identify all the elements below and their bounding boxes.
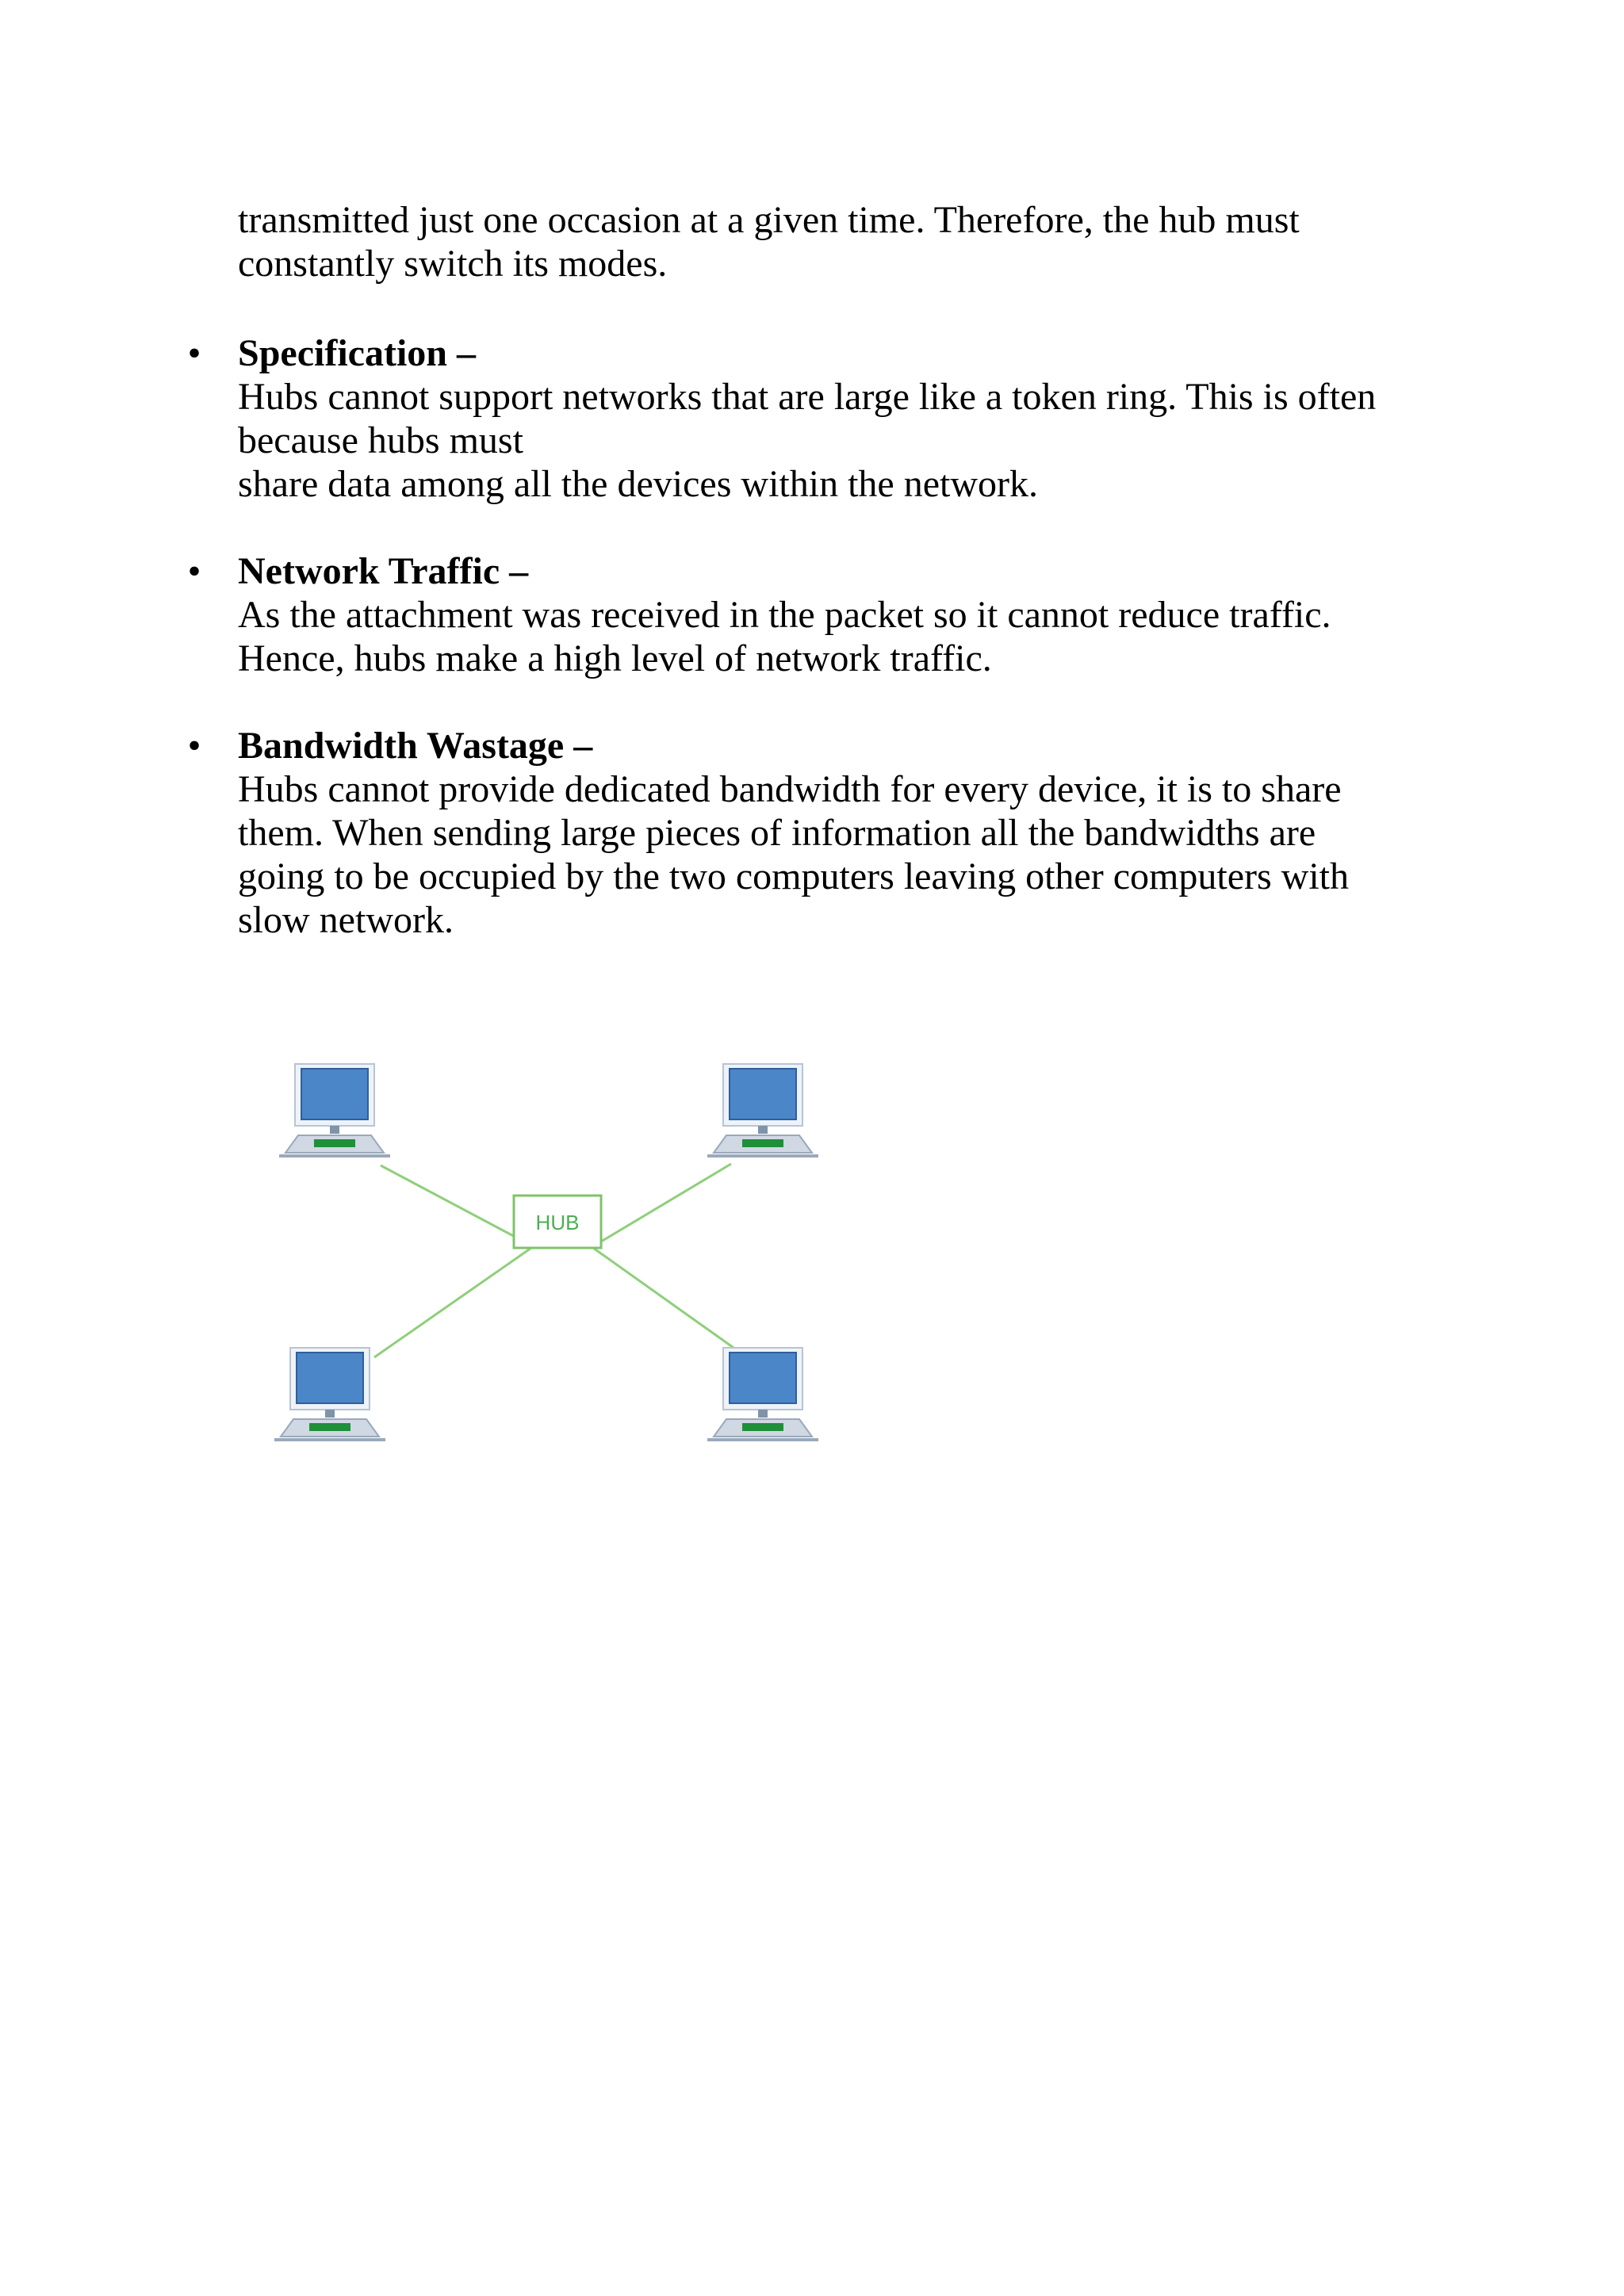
bullet-title: Bandwidth Wastage – (238, 725, 593, 767)
bullet-icon: • (187, 725, 201, 767)
bullet-text-line: them. When sending large pieces of information all the bandwidths are (238, 812, 1316, 854)
list-item-network-traffic (182, 549, 1451, 680)
intro-paragraph (238, 198, 1443, 285)
bullet-text-line: share data among all the devices within the network. (238, 463, 1039, 505)
bullet-text-line: As the attachment was received in the packet so it cannot reduce traffic. (238, 594, 1331, 636)
bullet-icon: • (187, 332, 201, 374)
desktop-computer-icon (279, 1064, 390, 1156)
hub-topology-diagram (262, 1047, 864, 1459)
link-top-right (593, 1164, 731, 1246)
list-item-specification (182, 331, 1451, 506)
link-bottom-right (593, 1248, 736, 1349)
bullet-text-line: Hubs cannot provide dedicated bandwidth for every device, it is to share (238, 768, 1342, 810)
bullet-text-line: Hubs cannot support networks that are large like a token ring. This is often (238, 376, 1377, 418)
bullet-text-line: Hence, hubs make a high level of network traffic. (238, 637, 992, 679)
bullet-text-line: slow network. (238, 899, 454, 941)
bullet-icon: • (187, 550, 201, 592)
bullet-text-line: going to be occupied by the two computers leaving other computers with (238, 855, 1349, 897)
hub-box (514, 1196, 601, 1248)
bullet-text-line: because hubs must (238, 419, 523, 461)
link-bottom-left (374, 1248, 531, 1357)
link-top-left (381, 1165, 533, 1246)
desktop-computer-icon (707, 1348, 818, 1440)
hub-label: HUB (535, 1211, 580, 1234)
bullet-title: Specification – (238, 332, 476, 374)
desktop-computer-icon (274, 1348, 385, 1440)
intro-line: transmitted just one occasion at a given time. Therefore, the hub must (238, 199, 1300, 241)
disadvantages-list (182, 331, 1451, 985)
desktop-computer-icon (707, 1064, 818, 1156)
list-item-bandwidth-wastage (182, 724, 1451, 942)
intro-line: constantly switch its modes. (238, 243, 668, 285)
bullet-title: Network Traffic – (238, 550, 529, 592)
